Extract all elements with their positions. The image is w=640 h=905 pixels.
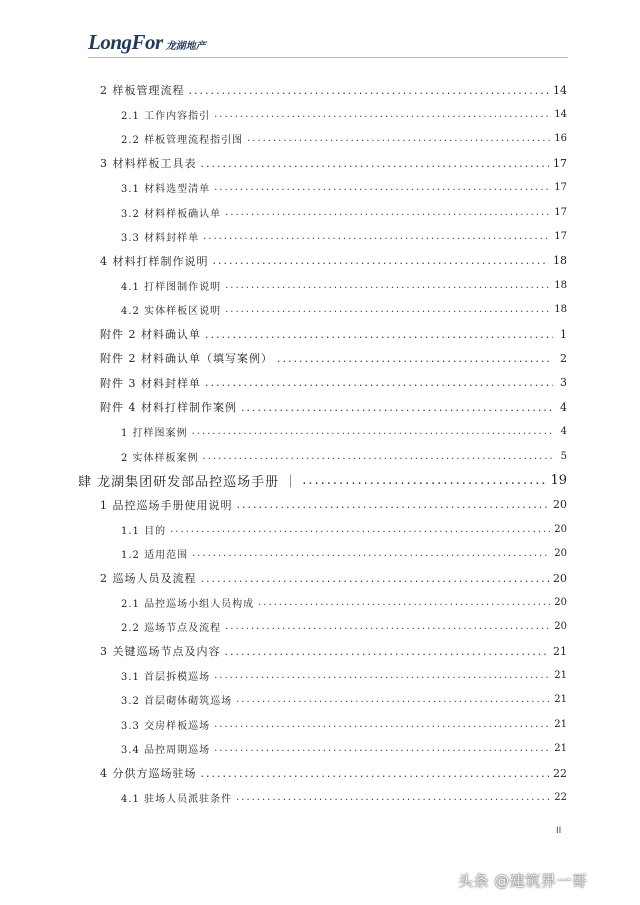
toc-entry-title: 2 巡场人员及流程: [100, 572, 197, 585]
toc-entry-page: 21: [554, 694, 567, 706]
toc-entry-page: 20: [553, 571, 567, 585]
toc-entry-page: 22: [553, 766, 567, 780]
logo-chinese-text: 龙湖地产: [165, 41, 206, 52]
toc-entry-title: 2 实体样板案例: [121, 452, 199, 464]
toc-dot-leader: [214, 182, 550, 193]
toc-entry-title: 2 样板管理流程: [100, 84, 185, 98]
toc-entry-page: 21: [554, 670, 567, 682]
toc-dot-leader: [201, 572, 550, 585]
toc-dot-leader: [189, 84, 550, 97]
toc-entry[interactable]: [0, 200, 567, 224]
toc-entry-title: 附件 2 材料确认单: [100, 328, 201, 342]
toc-entry-page: 16: [554, 133, 567, 145]
toc-entry-page: 14: [554, 109, 567, 121]
toc-dot-leader: [225, 304, 550, 315]
toc-entry-title: 1.2 适用范围: [121, 550, 189, 562]
table-of-contents: [0, 78, 640, 810]
toc-entry-title: 3.4 品控周期巡场: [121, 745, 211, 757]
toc-entry[interactable]: [0, 127, 567, 151]
toc-entry[interactable]: [0, 615, 567, 639]
toc-entry[interactable]: [0, 419, 567, 443]
toc-entry[interactable]: [0, 517, 567, 541]
header-divider: [88, 57, 568, 58]
toc-entry[interactable]: [0, 371, 567, 395]
toc-entry[interactable]: [0, 493, 567, 517]
toc-entry-title: 4 材料打样制作说明: [100, 254, 209, 268]
toc-entry-page: 17: [553, 156, 567, 170]
toc-entry-page: 20: [553, 498, 567, 512]
toc-entry-page: 4: [560, 426, 567, 438]
toc-entry[interactable]: [0, 224, 567, 248]
toc-entry[interactable]: [0, 566, 567, 590]
toc-entry-page: 17: [554, 182, 567, 194]
toc-dot-leader: [201, 767, 550, 780]
toc-entry[interactable]: [0, 785, 567, 809]
toc-entry-page: 21: [554, 718, 567, 730]
toc-entry-title: 2.2 巡场节点及流程: [121, 623, 222, 635]
toc-entry-title: 3.3 材料封样单: [121, 233, 200, 245]
toc-entry[interactable]: [0, 249, 567, 273]
toc-dot-leader: [247, 133, 550, 144]
toc-entry[interactable]: [0, 102, 567, 126]
toc-entry[interactable]: [0, 712, 567, 736]
toc-entry-title: 3.1 材料选型清单: [121, 184, 211, 196]
toc-entry[interactable]: [0, 273, 567, 297]
toc-entry[interactable]: [0, 176, 567, 200]
toc-dot-leader: [237, 498, 550, 511]
toc-entry-page: 18: [554, 304, 567, 316]
toc-entry[interactable]: [0, 322, 567, 346]
toc-entry[interactable]: [0, 468, 567, 492]
toc-entry[interactable]: [0, 590, 567, 614]
toc-entry[interactable]: [0, 663, 567, 687]
toc-entry-page: 20: [554, 548, 567, 560]
toc-dot-leader: [214, 719, 550, 730]
toc-dot-leader: [213, 254, 550, 267]
toc-entry-page: 22: [554, 792, 567, 804]
toc-entry-page: 21: [553, 644, 567, 658]
toc-dot-leader: [201, 157, 550, 170]
toc-dot-leader: [225, 207, 550, 218]
toc-entry-page: 21: [554, 743, 567, 755]
toc-entry-title: 4.2 实体样板区说明: [121, 306, 222, 318]
toc-entry[interactable]: [0, 346, 567, 370]
toc-entry[interactable]: [0, 688, 567, 712]
toc-dot-leader: [205, 328, 553, 341]
toc-entry-title: 3 关键巡场节点及内容: [100, 645, 221, 659]
toc-entry-page: 1: [560, 327, 567, 341]
toc-entry[interactable]: [0, 639, 567, 663]
toc-dot-leader: [236, 694, 550, 705]
toc-dot-leader: [203, 451, 553, 462]
toc-entry-page: 5: [560, 450, 567, 462]
toc-entry-title: 3.3 交房样板巡场: [121, 720, 211, 732]
toc-dot-leader: [192, 426, 553, 437]
toc-entry-page: 3: [560, 376, 567, 390]
toc-entry-page: 20: [554, 596, 567, 608]
toc-entry-page: 18: [554, 279, 567, 291]
toc-dot-leader: [225, 621, 550, 632]
logo-text: LongFor: [88, 30, 163, 54]
toc-entry-title: 附件 4 材料打样制作案例: [100, 401, 237, 415]
toc-entry-page: 14: [553, 83, 567, 97]
toc-dot-leader: [214, 109, 550, 120]
toc-entry[interactable]: [0, 444, 567, 468]
toc-entry[interactable]: [0, 395, 567, 419]
toc-entry-title: 4.1 驻场人员派驻条件: [121, 794, 233, 806]
toc-entry-page: 18: [553, 254, 567, 268]
toc-entry[interactable]: [0, 761, 567, 785]
toc-entry-title: 4.1 打样图制作说明: [121, 281, 222, 293]
toc-entry-title: 2.2 样板管理流程指引图: [121, 135, 244, 147]
toc-entry-title: 附件 2 材料确认单（填写案例）: [100, 352, 273, 366]
toc-entry-title: 2.1 品控巡场小组人员构成: [121, 598, 255, 610]
toc-entry[interactable]: [0, 737, 567, 761]
page-number: II: [556, 826, 562, 836]
toc-entry-title: 4 分供方巡场驻场: [100, 767, 197, 781]
toc-entry-title: 3.2 材料样板确认单: [121, 208, 222, 220]
toc-entry-page: 4: [560, 400, 567, 414]
toc-dot-leader: [225, 645, 550, 658]
toc-entry-title: 肆 龙湖集团研发部品控巡场手册 ｜: [78, 474, 299, 490]
toc-entry-title: 1.1 目的: [121, 525, 167, 537]
toc-entry-title: 3 材料样板工具表: [100, 157, 197, 171]
toc-dot-leader: [258, 597, 550, 608]
toc-dot-leader: [203, 231, 550, 242]
toc-entry-title: 2.1 工作内容指引: [121, 111, 211, 123]
toc-entry-page: 17: [554, 206, 567, 218]
toc-entry[interactable]: [0, 541, 567, 565]
toc-entry-page: 20: [554, 523, 567, 535]
toc-dot-leader: [214, 743, 550, 754]
toc-dot-leader: [302, 473, 546, 488]
toc-entry-page: 19: [550, 472, 567, 488]
toc-entry-title: 1 打样图案例: [121, 428, 188, 440]
toc-entry-title: 3.1 首层拆模巡场: [121, 672, 211, 684]
toc-entry-title: 附件 3 材料封样单: [100, 376, 201, 390]
toc-dot-leader: [225, 280, 550, 291]
toc-dot-leader: [170, 524, 550, 535]
toc-entry-page: 17: [554, 231, 567, 243]
toc-entry[interactable]: [0, 78, 567, 102]
toc-dot-leader: [277, 352, 553, 365]
toc-dot-leader: [241, 401, 553, 414]
toc-entry[interactable]: [0, 151, 567, 175]
toc-entry[interactable]: [0, 298, 567, 322]
toc-entry-page: 20: [554, 621, 567, 633]
watermark: 头条 @建筑界一哥: [458, 872, 588, 890]
toc-entry-title: 1 品控巡场手册使用说明: [100, 498, 233, 512]
toc-dot-leader: [192, 548, 550, 559]
toc-dot-leader: [236, 792, 550, 803]
toc-entry-page: 2: [560, 351, 567, 365]
toc-dot-leader: [205, 376, 553, 389]
company-logo: [88, 30, 206, 55]
toc-entry-title: 3.2 首层砌体砌筑巡场: [121, 696, 233, 708]
toc-dot-leader: [214, 670, 550, 681]
